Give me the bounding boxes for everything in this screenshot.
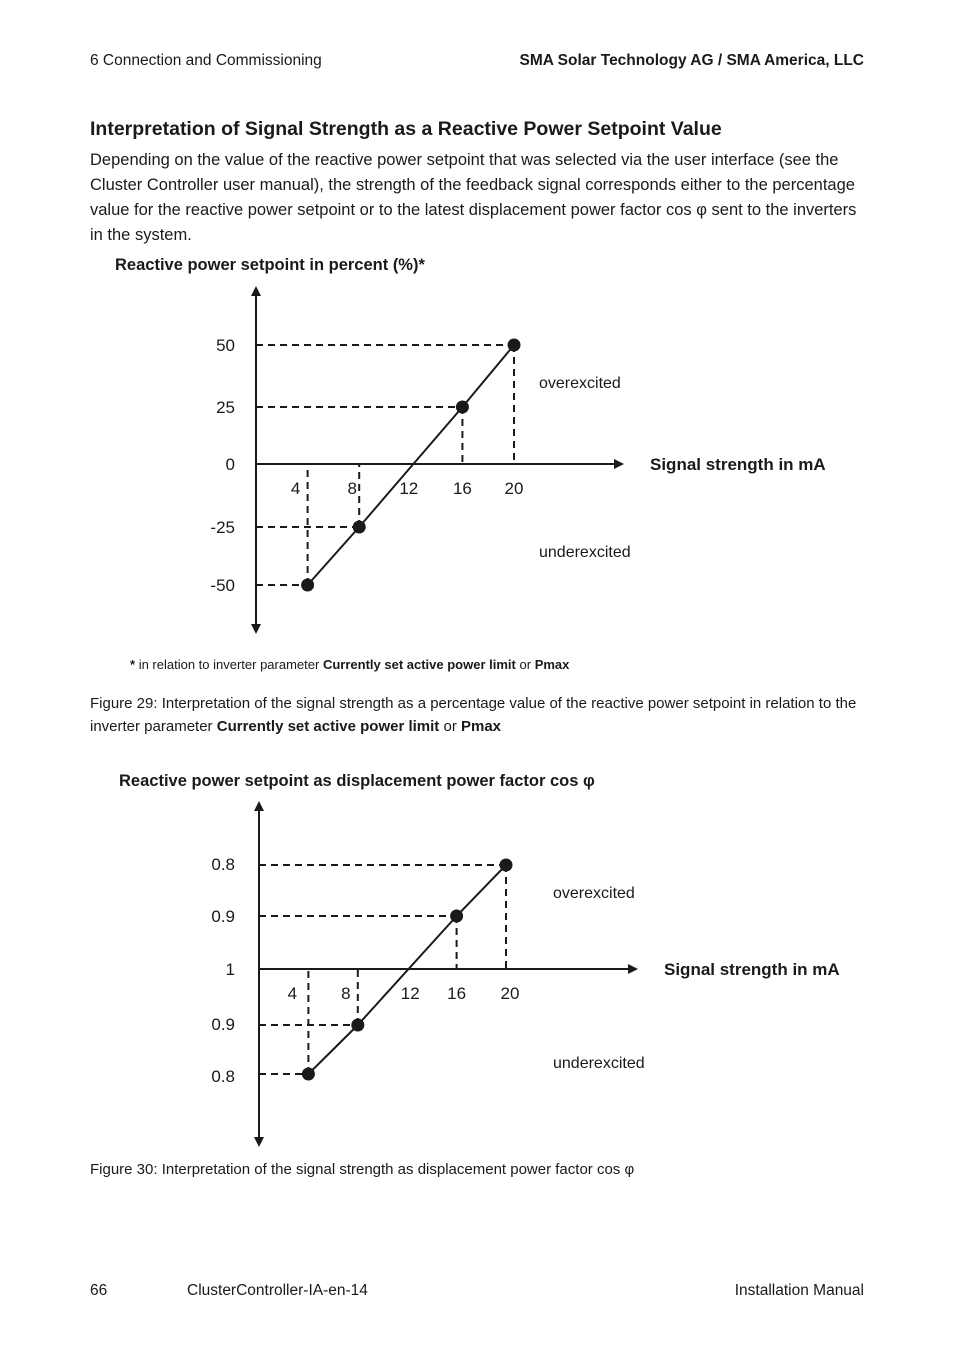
chart1-data-point xyxy=(301,579,314,592)
chart1-x-tick-label: 16 xyxy=(452,479,472,498)
chart2-y-tick-label: 0.8 xyxy=(211,1067,235,1086)
chart2-x-tick-label: 16 xyxy=(447,984,467,1003)
chart-figure-29 xyxy=(0,280,954,640)
chart1-x-tick-label: 20 xyxy=(504,479,524,498)
figure29-caption xyxy=(90,692,870,738)
chart1-y-tick-label: 50 xyxy=(216,336,235,355)
chart-figure-30 xyxy=(0,795,954,1155)
footer-doc-id: ClusterController-IA-en-14 xyxy=(187,1282,368,1299)
chart2-y-tick-label: 0.9 xyxy=(211,1015,235,1034)
chart2-x-tick-label: 8 xyxy=(341,984,351,1003)
figure29-caption-text: Figure 29: Interpretation of the signal strength as a percentage value of the reactive power setpoint in relation to the inverter parameter xyxy=(90,695,857,735)
footer-page-number: 66 xyxy=(90,1282,108,1299)
header-section: 6 Connection and Commissioning xyxy=(90,52,322,69)
chart1-y-tick-label: -25 xyxy=(210,518,235,537)
chart2-label-underexcited: underexcited xyxy=(553,1055,645,1072)
footnote-star: * xyxy=(130,657,136,672)
chart2-x-tick-label: 4 xyxy=(287,984,298,1003)
intro-paragraph: Depending on the value of the reactive power setpoint that was selected via the user interface (see the Cluster Controller user manual), the strength of the feedback signal corresponds either to the percentage value for the reactive power setpoint or to the latest displacement power factor cos φ sent to the inverters in the system. xyxy=(90,151,857,244)
chart2-title: Reactive power setpoint as displacement power factor cos φ xyxy=(119,772,595,790)
chart2-data-point xyxy=(450,910,463,923)
section-heading: Interpretation of Signal Strength as a Reactive Power Setpoint Value xyxy=(90,118,722,140)
figure29-caption-param1: Currently set active power limit xyxy=(216,718,440,735)
chart1-x-axis-title: Signal strength in mA xyxy=(650,455,826,474)
chart1-data-point xyxy=(353,521,366,534)
chart1-label-overexcited: overexcited xyxy=(539,375,621,392)
chart2-y-tick-label: 0.8 xyxy=(211,855,235,874)
chart2-x-axis-title: Signal strength in mA xyxy=(664,960,840,979)
chart2-x-tick-label: 12 xyxy=(400,984,420,1003)
footnote-or: or xyxy=(519,657,532,672)
chart2-data-point xyxy=(302,1068,315,1081)
header-company: SMA Solar Technology AG / SMA America, LLC xyxy=(519,52,864,69)
chart1-data-point xyxy=(508,339,521,352)
footnote-param1: Currently set active power limit xyxy=(322,657,516,672)
chart1-data-point xyxy=(456,401,469,414)
footnote-param2: Pmax xyxy=(534,657,570,672)
chart1-x-tick-label: 8 xyxy=(347,479,357,498)
chart1-title: Reactive power setpoint in percent (%)* xyxy=(115,256,425,274)
chart2-x-tick-label: 20 xyxy=(500,984,520,1003)
figure29-caption-param2: Pmax xyxy=(461,718,502,735)
chart2-data-point xyxy=(500,859,513,872)
figure30-caption: Figure 30: Interpretation of the signal strength as displacement power factor cos φ xyxy=(90,1161,635,1178)
chart2-data-point xyxy=(351,1019,364,1032)
chart1-label-underexcited: underexcited xyxy=(539,544,631,561)
footnote-prefix: in relation to inverter parameter xyxy=(138,657,320,672)
chart1-y-tick-label: -50 xyxy=(210,576,235,595)
footer-doc-type: Installation Manual xyxy=(734,1282,864,1299)
chart2-y-tick-label: 0.9 xyxy=(211,907,235,926)
figure29-caption-or: or xyxy=(443,718,457,735)
footnote xyxy=(130,657,569,672)
chart2-label-overexcited: overexcited xyxy=(553,885,635,902)
chart1-y-tick-label: 0 xyxy=(225,455,235,474)
chart1-y-tick-label: 25 xyxy=(216,398,235,417)
chart1-x-tick-label: 12 xyxy=(399,479,419,498)
chart1-x-tick-label: 4 xyxy=(290,479,301,498)
chart2-y-tick-label: 1 xyxy=(225,960,235,979)
